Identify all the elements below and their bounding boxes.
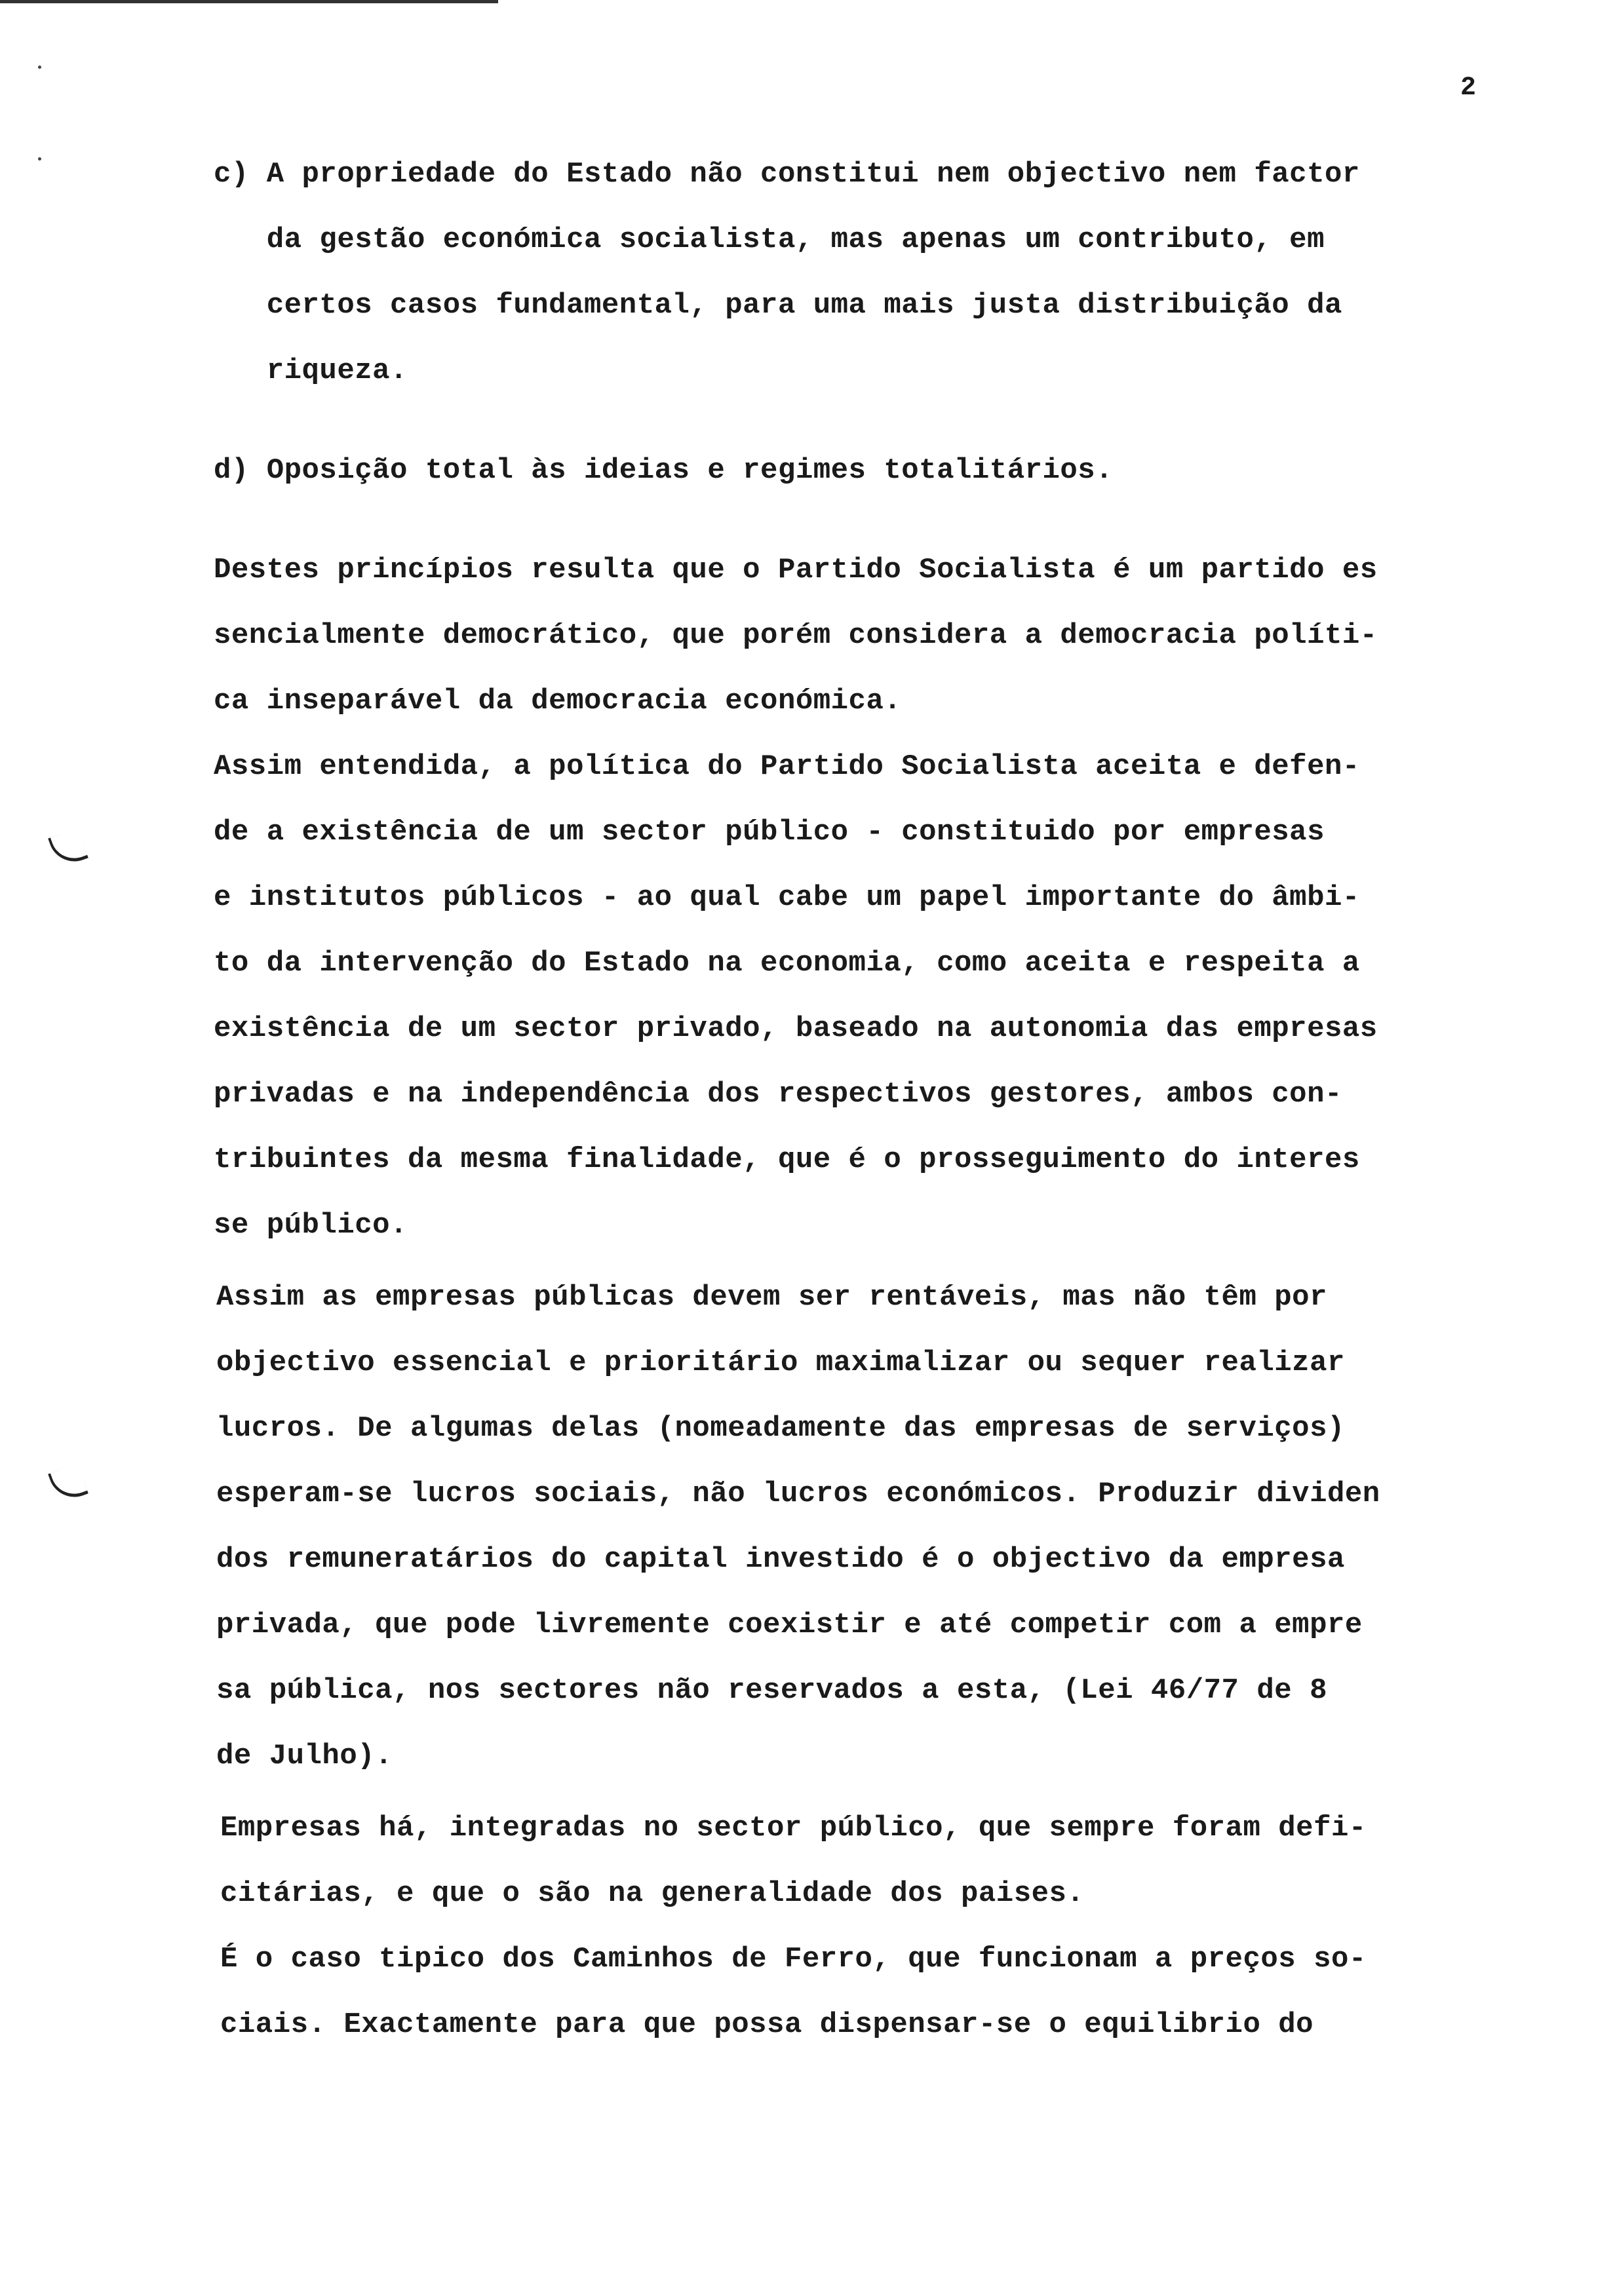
para-3-line-1: Assim as empresas públicas devem ser rentáveis, mas não têm por [216, 1281, 1327, 1314]
para-2-line-3: e institutos públicos - ao qual cabe um papel importante do âmbi- [214, 881, 1360, 914]
para-4-line-3: É o caso tipico dos Caminhos de Ferro, que funcionam a preços so- [220, 1943, 1367, 1976]
item-c-line-3: certos casos fundamental, para uma mais justa distribuição da [214, 289, 1342, 322]
item-d-line-1: d) Oposição total às ideias e regimes totalitários. [214, 454, 1114, 487]
para-3-line-2: objectivo essencial e prioritário maximalizar ou sequer realizar [216, 1347, 1345, 1379]
para-3-line-8: de Julho). [216, 1740, 393, 1772]
item-c-line-4: riqueza. [214, 354, 408, 387]
para-2-line-6: privadas e na independência dos respectivos gestores, ambos con- [214, 1078, 1342, 1111]
para-2-line-2: de a existência de um sector público - constituido por empresas [214, 816, 1325, 849]
para-2-line-5: existência de um sector privado, baseado na autonomia das empresas [214, 1012, 1378, 1045]
item-c-line-2: da gestão económica socialista, mas apenas um contributo, em [214, 223, 1325, 256]
page-number: 2 [1460, 73, 1477, 103]
para-2-line-1: Assim entendida, a política do Partido Socialista aceita e defen- [214, 750, 1360, 783]
para-3-line-5: dos remuneratários do capital investido é o objectivo da empresa [216, 1543, 1345, 1576]
para-3-line-7: sa pública, nos sectores não reservados a esta, (Lei 46/77 de 8 [216, 1674, 1327, 1707]
para-1-line-2: sencialmente democrático, que porém considera a democracia políti- [214, 619, 1378, 652]
margin-dot [38, 66, 41, 69]
item-c-line-1: c) A propriedade do Estado não constitui nem objectivo nem factor [214, 158, 1360, 191]
para-4-line-1: Empresas há, integradas no sector público, que sempre foram defi- [220, 1812, 1367, 1845]
para-3-line-3: lucros. De algumas delas (nomeadamente das empresas de serviços) [216, 1412, 1345, 1445]
para-2-line-4: to da intervenção do Estado na economia, como aceita e respeita a [214, 947, 1360, 980]
para-1-line-1: Destes princípios resulta que o Partido Socialista é um partido es [214, 554, 1378, 586]
para-3-line-4: esperam-se lucros sociais, não lucros económicos. Produzir dividen [216, 1478, 1380, 1510]
para-2-line-7: tribuintes da mesma finalidade, que é o prosseguimento do interes [214, 1143, 1360, 1176]
margin-pen-mark [48, 1463, 88, 1504]
para-3-line-6: privada, que pode livremente coexistir e até competir com a empre [216, 1609, 1363, 1641]
para-4-line-2: citárias, e que o são na generalidade dos paises. [220, 1877, 1085, 1910]
para-4-line-4: ciais. Exactamente para que possa dispensar-se o equilibrio do [220, 2008, 1314, 2041]
margin-dot [38, 157, 41, 161]
top-edge-rule [0, 0, 498, 3]
para-2-line-8: se público. [214, 1209, 408, 1242]
para-1-line-3: ca inseparável da democracia económica. [214, 685, 902, 718]
margin-pen-mark [48, 828, 88, 868]
